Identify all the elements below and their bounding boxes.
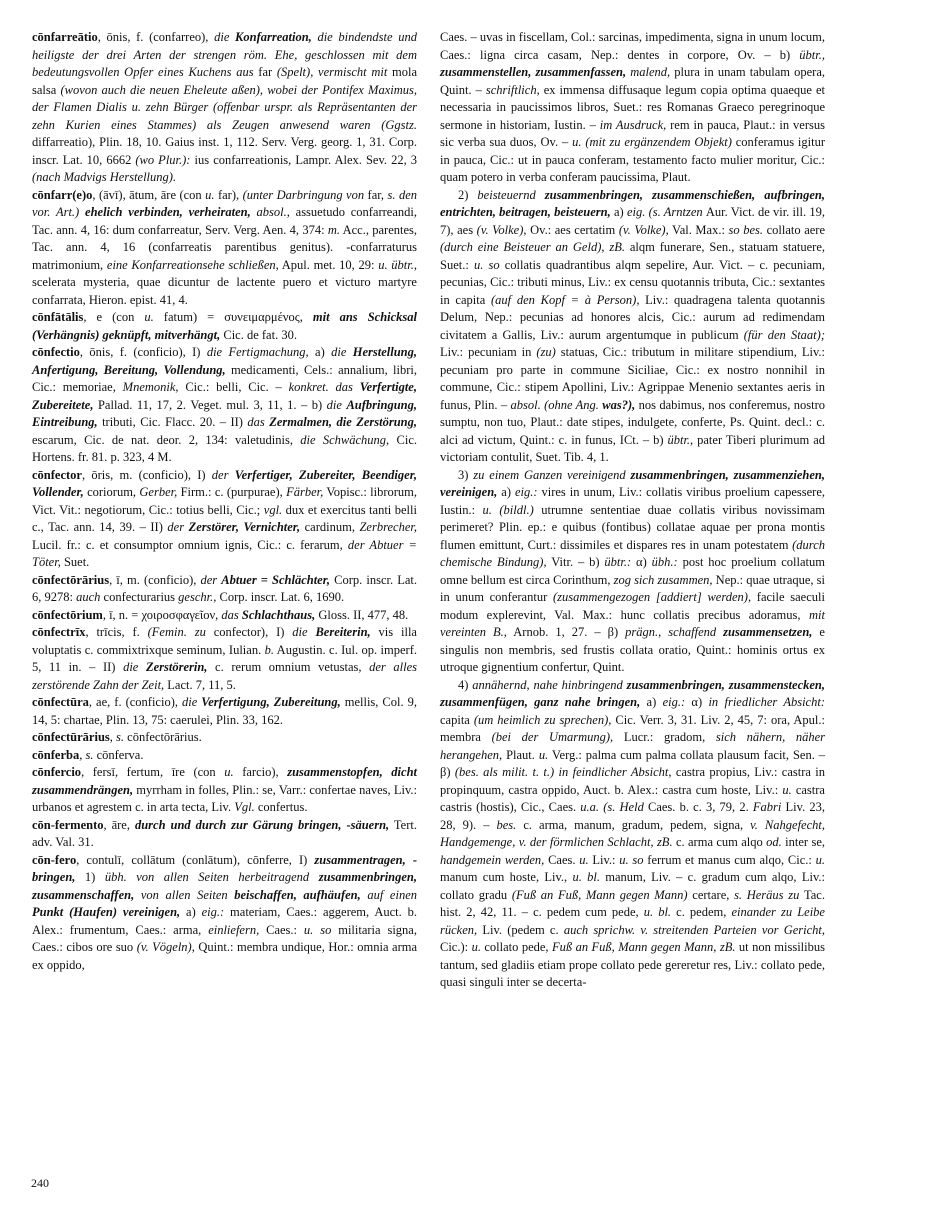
entry-text: eig.: xyxy=(514,485,538,499)
entry-text: s. xyxy=(116,730,125,744)
entry-text: vgl. xyxy=(263,502,283,517)
entry-text: Zerstörer, Vernichter, xyxy=(188,520,301,534)
entry-text: far), xyxy=(214,187,243,202)
page-number: 240 xyxy=(31,1176,49,1190)
entry-text: a) xyxy=(308,345,332,359)
entry-text: collato pede, xyxy=(480,940,552,954)
right-column xyxy=(440,29,825,992)
headword: cōnfectio xyxy=(32,345,80,359)
entry-text: mola salsa xyxy=(32,65,418,97)
entry-text: eine Konfarreationsehe schließen, xyxy=(106,257,279,272)
entry-text: Caes. – uvas in fiscellam, Col.: sarcinas, impedimenta, signa in unum locum, Caes.: ligna circa casam, Nep.: dentes in corpore, Ov. – b) xyxy=(440,30,825,62)
entry-text: Gerber, xyxy=(139,485,178,499)
entry-text: materiam, Caes.: aggerem, Auct. b. Alex.: frumentum, Caes.: arma, xyxy=(32,905,417,937)
dictionary-entry xyxy=(32,764,417,817)
entry-text: prägn., schaffend xyxy=(625,625,724,639)
entry-text: Caes. b. c. 3, 79, 2. xyxy=(648,800,753,814)
entry-text: die xyxy=(182,695,202,709)
entry-text: tributi, Cic. Flacc. 20. – II) xyxy=(97,415,248,429)
entry-text: , ī, m. (conficio), xyxy=(109,572,201,587)
entry-text: die Schwächung, xyxy=(300,432,390,447)
entry-text: zusammenstopfen, dicht zusammendrängen, xyxy=(32,765,417,797)
entry-text: Mnemonik, xyxy=(122,380,179,394)
entry-text: Aur. Vict. de vir. ill. 19, 7), aes xyxy=(440,205,825,237)
entry-text: Cic.): xyxy=(440,940,472,954)
headword: cōnfector xyxy=(32,467,82,482)
entry-text: Punkt (Haufen) vereinigen, xyxy=(32,905,181,919)
entry-text: Lucil. fr.: c. et consumptor omnium ignis, Cic.: c. ferarum, xyxy=(32,537,348,552)
entry-text: Liv.: pecuniam in xyxy=(440,345,537,359)
entry-text: Liv.: xyxy=(588,852,620,867)
headword: cōnfectrīx xyxy=(32,625,86,639)
entry-text: zu einem Ganzen vereinigend xyxy=(473,467,631,482)
entry-text: konkret. das xyxy=(288,380,360,394)
entry-text: Tac. hist. 2, 42, 11. – c. pedem cum pede, xyxy=(440,887,825,919)
entry-text: das xyxy=(221,607,242,622)
entry-text: durch und durch zur Gärung bringen, -säuern, xyxy=(134,817,390,832)
entry-text: Färber, xyxy=(286,485,324,499)
entry-text: , fersī, fertum, īre (con xyxy=(81,765,225,779)
entry-text: absol. (ohne Ang. xyxy=(510,397,603,412)
entry-text: Verfertigte, Zubereitete, xyxy=(32,380,417,412)
entry-text: a) xyxy=(640,695,663,709)
entry-text: die xyxy=(123,660,146,674)
entry-text: Cic.: belli, Cic. – xyxy=(178,380,289,394)
entry-text: u. xyxy=(224,765,234,779)
entry-text: cōnferva. xyxy=(93,747,144,762)
entry-text: die bindendste und heiligste der drei Arten der strengen röm. Ehe, geschlossen mit dem bedeutungsvollen Opfer eines Kuchens aus xyxy=(32,30,417,79)
dictionary-entry xyxy=(32,467,417,572)
dictionary-entry xyxy=(32,747,417,765)
entry-text: Abtuer = Schlächter, xyxy=(221,572,331,587)
entry-text: eig. (s. Arntzen xyxy=(626,205,706,219)
entry-text: post hoc proelium collatum omne bellum est circa Corinthum, xyxy=(440,555,825,587)
entry-text: a) xyxy=(180,905,202,919)
headword: cōnfercio xyxy=(32,765,82,779)
entry-text: Lucr.: gradom, xyxy=(613,730,716,744)
entry-text: die Fertigmachung, xyxy=(206,345,309,359)
entry-text: bes. xyxy=(496,817,517,832)
entry-text: beisteuernd xyxy=(477,187,545,202)
entry-text: mellis, Col. 9, 14, 5: chartae, Plin. 13, 75: caerulei, Plin. 33, 162. xyxy=(32,695,417,727)
entry-text: coriorum, xyxy=(83,485,140,499)
entry-text: 2) xyxy=(458,187,478,202)
entry-text: beischaffen, aufhäufen, xyxy=(234,887,361,902)
entry-text: Cic. de fat. 30. xyxy=(220,327,297,342)
entry-text: , (āvī), ātum, āre (con xyxy=(92,187,206,202)
entry-text: (durch chemische Bindung), xyxy=(440,537,825,569)
entry-text: , xyxy=(109,730,117,744)
entry-text: (wovon auch die neuen Eheleute aßen), wobei der Pontifex Maximus, der Flamen Dialis u. zehn Bürger (offenbar urspr. als Repräsentanten der zehn Kurien eines Stammes) als Zeugen anwesend waren (Ggstz. xyxy=(32,82,417,132)
sense-paragraph xyxy=(440,29,825,187)
entry-text: Bereiterin, xyxy=(315,625,371,639)
entry-text: (um heimlich zu sprechen), xyxy=(473,712,612,727)
entry-text: die xyxy=(292,625,316,639)
dictionary-entry xyxy=(32,729,417,747)
dictionary-entry xyxy=(32,817,417,852)
entry-text: (v. Vögeln), xyxy=(136,940,195,954)
entry-text: ex immensa diffusaque legum copia optima quaeque et necessaria in paucissimos libros, Suet.: res Romanas Graeco peregrinoque sermone in historiam, Iustin. – xyxy=(440,82,825,132)
entry-text: eig.: xyxy=(662,695,686,709)
entry-text: mit vereinten B., xyxy=(440,607,825,639)
entry-text: u. bl. xyxy=(643,905,672,919)
entry-text: zusammenbringen, zusammenschaffen, xyxy=(32,870,417,902)
entry-text: zusammenbringen, zusammenstecken, zusammenfügen, ganz nahe bringen, xyxy=(440,677,825,709)
entry-text: die xyxy=(326,397,347,412)
sense-paragraph xyxy=(440,187,825,467)
entry-text: Liv.: quadragena talenta quotannis Delum, Nep.: pecunias ad honores alcis, Cic.: aurum ad redimendam civitatem a Gallis, Liv.: aurum argentumque in publicum xyxy=(440,292,825,342)
entry-text: übtr.: xyxy=(604,555,632,569)
headword: cōnfectūra xyxy=(32,695,89,709)
entry-text: Nep.: quae utraque, si in unum conferantur xyxy=(440,572,826,604)
entry-text: Vitr. – b) xyxy=(546,555,605,569)
entry-text: (bes. als milit. t. t.) in feindlicher Absicht, xyxy=(454,765,672,779)
entry-text: plura in unam tabulam opera, Quint. – xyxy=(440,65,825,97)
entry-text: , ōris, m. (conficio), I) xyxy=(81,467,212,482)
entry-text: u. xyxy=(782,782,792,797)
entry-text: e singulis non membris, sed frustis collata oratio, Quint.: hominis ortus ex utroque gignentium confertur, Quint. xyxy=(440,625,825,674)
entry-text: c. arma, manum, gradum, pedem, signa, xyxy=(516,817,751,832)
entry-text: zusammentragen, -bringen, xyxy=(32,852,417,884)
entry-text: übh.: xyxy=(651,555,678,569)
entry-text: fatum) = συνειμαρμένος, xyxy=(153,310,313,324)
entry-text: cardinum, xyxy=(300,520,360,534)
entry-text: Corp. inscr. Lat. 6, 9278: xyxy=(32,572,417,604)
entry-text: (nach Madvigs Herstellung). xyxy=(32,170,177,184)
dictionary-entry xyxy=(32,694,417,729)
entry-text: m. xyxy=(327,222,340,237)
entry-text: capita xyxy=(440,712,474,727)
entry-text: Verg.: palma cum palma collata plausum facit, Sen. – β) xyxy=(440,747,825,779)
entry-text: far xyxy=(258,65,277,79)
entry-text: far, xyxy=(367,187,388,202)
dictionary-page xyxy=(32,29,826,1169)
headword: cōnfectōrārius xyxy=(32,572,110,587)
entry-text: Vopisc.: librorum, Vict. Vit.: negotiorum, Cic.: totius belli, Cic.; xyxy=(32,485,418,517)
entry-text: auch xyxy=(76,590,104,604)
entry-text: u. xyxy=(538,747,549,762)
entry-text: mit ans Schicksal (Verhängnis) geknüpft, mitverhängt, xyxy=(32,310,418,342)
entry-text: Liv. (pedem c. xyxy=(477,922,564,937)
entry-text: schriftlich, xyxy=(485,82,540,97)
entry-text: zusammenbringen, zusammenschießen, aufbringen, entrichten, beitragen, beisteuern, xyxy=(440,187,825,219)
entry-text: u. xyxy=(471,940,481,954)
sense-paragraph xyxy=(440,467,825,677)
entry-text: (unter Darbringung von xyxy=(242,187,368,202)
entry-text: einander zu Leibe rücken, xyxy=(440,905,825,937)
entry-text: , trīcis, f. xyxy=(85,625,148,639)
entry-text: so bes. xyxy=(728,222,764,237)
entry-text: od. xyxy=(766,835,782,849)
entry-text: die xyxy=(214,30,236,44)
entry-text: im Ausdruck, xyxy=(599,117,667,132)
entry-text: u. übtr., xyxy=(378,257,417,272)
entry-text: α) xyxy=(685,695,709,709)
entry-text: ferrum et manus cum alqo, Cic.: xyxy=(647,852,816,867)
entry-text: Caes.: xyxy=(259,922,304,937)
entry-text: Verfertiger, Zubereiter, Beendiger, Vollender, xyxy=(32,467,417,499)
entry-text: Zerbrecher, xyxy=(359,520,417,534)
entry-text: u. so xyxy=(619,852,648,867)
entry-text: u. (bildl.) xyxy=(482,502,534,517)
entry-text: Fabri xyxy=(752,800,786,814)
entry-text: (auf den Kopf = à Person), xyxy=(491,292,640,307)
entry-text: u. so xyxy=(473,257,505,272)
headword: cōn-fermento xyxy=(32,817,104,832)
dictionary-entry xyxy=(32,852,417,975)
entry-text: a) xyxy=(497,485,515,499)
entry-text: zog sich zusammen, xyxy=(613,572,713,587)
dictionary-entry xyxy=(32,344,417,467)
entry-text: castra castris (hostis), Cic., Caes. xyxy=(440,782,825,814)
entry-text: scelerata mysteria, quae dicuntur de lactente puero et victuro martyre confarrata, Hieron. epist. 41, 4. xyxy=(32,275,417,307)
entry-text: assuetudo confarreandi, Tac. ann. 4, 16: dum confarreatur, Serv. Verg. Aen. 4, 374: xyxy=(32,205,418,237)
entry-text: u. xyxy=(579,852,589,867)
entry-text: farcio), xyxy=(233,765,288,779)
entry-text: vires in unum, Liv.: collatis viribus proelium capessere, Iustin.: xyxy=(440,485,825,517)
entry-text: der xyxy=(211,467,235,482)
entry-text: Herstellung, Anfertigung, Bereitung, Vollendung, xyxy=(32,345,417,377)
entry-text: statuas, Cic.: tributum in militare stipendium, Liv.: pecuniam pro parte in commune Siciliae, Cic.: ex nostro nonnihil in commune, Cic.: stipem Apollini, Liv.: Agrippae Menenio sextantes aeris in funus, Plin. – xyxy=(440,345,825,412)
entry-text: (v. Volke), xyxy=(476,222,527,237)
entry-text: (für den Staat); xyxy=(743,327,825,342)
entry-text: Fuß an Fuß, Mann gegen Mann, zB. xyxy=(552,940,736,954)
entry-text: 4) xyxy=(458,677,473,692)
entry-text: Cic. Hortens. fr. 81. p. 323, 4 M. xyxy=(32,432,417,464)
entry-text: confecturarius xyxy=(103,590,179,604)
entry-text: collato aere xyxy=(763,222,826,237)
entry-text: die xyxy=(331,345,353,359)
entry-text: u. xyxy=(144,310,154,324)
entry-text: Schlachthaus, xyxy=(241,607,316,622)
entry-text: militaria signa, Caes.: cibos ore suo xyxy=(32,922,417,954)
entry-text: von allen Seiten xyxy=(134,887,235,902)
entry-text: , ōnis, f. (confarreo), xyxy=(97,30,215,44)
entry-text: u.a. (s. Held xyxy=(580,800,648,814)
entry-text: Firm.: c. (purpurae), xyxy=(177,485,287,499)
entry-text: Ov.: aes certatim xyxy=(526,222,619,237)
entry-text: Aufbringung, Eintreibung, xyxy=(32,397,417,429)
entry-text: Gloss. II, 477, 48. xyxy=(315,607,409,622)
entry-text: u. so xyxy=(303,922,339,937)
entry-text: collatis quadrantibus alqm sepelire, Aur. Vict. – c. pecuniam, pecunias, Cic.: tributi minus, Liv.: ex censu quotannis tributa, Cic.: sextantes in capita xyxy=(440,257,825,307)
entry-text: (zusammengezogen [addiert] werden), xyxy=(552,590,752,604)
entry-text: cōnfectōrārius. xyxy=(124,730,202,744)
entry-text: handgemein werden, xyxy=(440,852,545,867)
entry-text: der xyxy=(200,572,222,587)
entry-text: medicamenti, Cels.: annalium, libri, Cic.: memoriae, xyxy=(32,362,417,394)
entry-text: Caes. xyxy=(544,852,580,867)
left-column xyxy=(32,29,417,974)
entry-text: (wo Plur.): xyxy=(135,152,191,167)
entry-text: u. xyxy=(205,187,215,202)
entry-text: der alles zerstörende Zahn der Zeit, xyxy=(32,660,417,692)
entry-text: u. xyxy=(815,852,825,867)
entry-text: conferamus igitur in pauca, Cic.: ut in pauca conferam, testamento facto mulier moritur, Cic.: quam potero in verba conferam paucissima, Plaut. xyxy=(440,135,826,184)
entry-text: zusammenbringen, zusammenziehen, vereinigen, xyxy=(440,467,825,499)
dictionary-entry xyxy=(32,29,417,187)
entry-text: Quint.: membra undique, Hor.: omnia arma ex oppido, xyxy=(32,940,418,972)
entry-text: Verfertigung, Zubereitung, xyxy=(201,695,341,709)
headword: cōnfectōrium xyxy=(32,607,103,622)
entry-text: (bei der Umarmung), xyxy=(491,730,614,744)
dictionary-entry xyxy=(32,187,417,310)
entry-text: Suet. xyxy=(60,555,90,569)
dictionary-entry xyxy=(32,607,417,625)
entry-text: ehelich verbinden, verheiraten, xyxy=(85,205,251,219)
entry-text: (zu) xyxy=(536,345,556,359)
entry-text: , e (con xyxy=(83,310,145,324)
dictionary-entry xyxy=(32,309,417,344)
entry-text: das xyxy=(247,415,270,429)
dictionary-entry xyxy=(32,572,417,607)
entry-text: zusammensetzen, xyxy=(723,625,813,639)
entry-text: s. Heräus zu xyxy=(734,887,804,902)
entry-text: utrumne sententiae duae collatis viribus novissimam perimeret? Plin. ep.: e quibus (fontibus) collatae aquae per prona montis flumen emittunt, Curt.: dissimiles et dispares res in unam potestatem xyxy=(440,502,826,552)
entry-text: , āre, xyxy=(103,817,135,832)
headword: cōnfarreātio xyxy=(32,30,98,44)
entry-text: auf einen xyxy=(360,887,417,902)
entry-text: rem in pauca, Plaut.: in versus sic verba sua duos, Ov. – xyxy=(440,117,825,149)
entry-text: (v. Volke), xyxy=(618,222,669,237)
entry-text: Zermalmen, die Zerstörung, xyxy=(269,415,417,429)
entry-text: c. pedem, xyxy=(671,905,732,919)
entry-text: inter se, xyxy=(781,835,825,849)
entry-text: , contulī, collātum (conlātum), cōnferre, I) xyxy=(76,852,315,867)
entry-text: castra propius, Liv.: castra in propinquum, castra oppido, Auct. b. Alex.: castra cum hoste, Liv.: xyxy=(440,765,825,797)
entry-text: confector), I) xyxy=(213,625,293,639)
entry-text: pater Tiberi plurimum ad victoriam contulit, Suet. Tib. 4, 1. xyxy=(440,432,825,464)
entry-text: (Spelt), vermischt mit xyxy=(276,65,393,79)
entry-text: in friedlicher Absicht: xyxy=(708,695,825,709)
entry-text: s. den vor. Art.) xyxy=(32,187,417,219)
entry-text: übtr., xyxy=(667,432,694,447)
entry-text: v. Nahgefecht, Handgemenge, v. der förmlichen Schlacht, zB. xyxy=(440,817,825,849)
entry-text: nos dabimus, nos conferemus, nostro sumptu, non tuo, Plaut.: date stipes, indulgete, conferte, Ps. Quint. decl.: c. alci ad victum, Quint.: c. in funus, ICt. – b) xyxy=(440,397,825,447)
entry-text: b. xyxy=(264,642,274,657)
headword: cōnfectūrārius xyxy=(32,730,110,744)
entry-text: escarum, Cic. de nat. deor. 2, 134: valetudinis, xyxy=(32,432,301,447)
entry-text: facile saeculi modum explerevint, Val. Max.: hunc collatis precibus adoramus, xyxy=(440,590,825,622)
entry-text: Apul. met. 10, 29: xyxy=(278,257,379,272)
entry-text: manum cum hoste, Liv., xyxy=(440,870,573,884)
entry-text: alqm funerare, Sen., statuam statuere, Suet.: xyxy=(440,240,825,272)
entry-text: , ōnis, f. (conficio), I) xyxy=(79,345,207,359)
entry-text: Cic. Verr. 3, 31. Liv. 2, 45, 7: ora, Apul.: membra xyxy=(440,712,825,744)
entry-text: Augustin. c. Iul. op. imperf. 5, 11 in. – II) xyxy=(32,642,417,674)
entry-text: übtr., xyxy=(799,47,825,62)
sense-paragraph xyxy=(440,677,825,992)
entry-text: übh. von allen Seiten herbeitragend xyxy=(104,870,319,884)
entry-text: Lact. 7, 11, 5. xyxy=(164,677,236,692)
entry-text: vis illa voluptatis c. commixtrixque seminum, Iulian. xyxy=(32,625,417,657)
entry-text: der Abtuer = Töter, xyxy=(32,537,417,569)
entry-text: , ī, n. = χοιροσφαγεῖον, xyxy=(102,607,222,622)
entry-text: der xyxy=(167,520,189,534)
entry-text: α) xyxy=(631,555,652,569)
headword: cōnfātālis xyxy=(32,310,84,324)
entry-text: auch sprichw. v. streitenden Parteien vor Gericht, xyxy=(563,922,825,937)
entry-text: (durch eine Beisteuer an Geld), zB. xyxy=(440,240,625,254)
entry-text: ut non missilibus tantum, sed gladiis etiam prope collato pede gereretur res, Liv.: collato pede, quasi singuli inter se decerta- xyxy=(440,940,825,989)
entry-text: ius confarreationis, Lampr. Alex. Sev. 22, 3 xyxy=(190,152,417,167)
entry-text: annähernd, nahe hinbringend xyxy=(472,677,627,692)
entry-text: 1) xyxy=(75,870,105,884)
entry-text: geschr., xyxy=(178,590,217,604)
entry-text: Arnob. 1, 27. – β) xyxy=(506,625,626,639)
entry-text: Tert. adv. Val. 31. xyxy=(32,817,417,849)
entry-text: einliefern, xyxy=(208,922,260,937)
entry-text: Konfarreation, xyxy=(235,30,312,44)
entry-text: Vgl. xyxy=(234,800,255,814)
entry-text: zusammenstellen, zusammenfassen, xyxy=(440,65,627,79)
entry-text: confertus. xyxy=(254,800,308,814)
entry-text: u. (mit zu ergänzendem Objekt) xyxy=(572,135,732,149)
entry-text: c. arma cum alqo xyxy=(672,835,767,849)
entry-text: was?), xyxy=(602,397,636,412)
entry-text: malend, xyxy=(626,65,671,79)
dictionary-entry xyxy=(32,624,417,694)
entry-text: s. xyxy=(85,747,94,762)
entry-text: Val. Max.: xyxy=(668,222,729,237)
entry-text: Pallad. 11, 17, 2. Veget. mul. 3, 11, 1. – b) xyxy=(93,397,327,412)
entry-text: eig.: xyxy=(201,905,225,919)
entry-text: Liv. 23, 28, 9). – xyxy=(440,800,825,832)
entry-text: absol., xyxy=(250,205,290,219)
headword: cōnfarr(e)o xyxy=(32,187,93,202)
entry-text: diffarreatio), Plin. 18, 10. Gaius inst. 1, 112. Serv. Verg. georg. 1, 31. Corp. inscr. Lat. 10, 6662 xyxy=(32,135,417,167)
entry-text: certare, xyxy=(687,887,735,902)
entry-text: , xyxy=(79,747,86,762)
entry-text: , ae, f. (conficio), xyxy=(88,695,182,709)
headword: cōn-fero xyxy=(32,852,77,867)
entry-text: manum, Liv. – c. gradum cum alqo, Liv.: collato gradu xyxy=(440,870,825,902)
entry-text: sich nähern, näher herangehen, xyxy=(440,730,825,762)
entry-text: c. rerum omnium vetustas, xyxy=(207,660,370,674)
entry-text: 3) xyxy=(458,467,474,482)
entry-text: Plaut. xyxy=(502,747,539,762)
entry-text: Zerstörerin, xyxy=(145,660,208,674)
entry-text: myrrham in folles, Plin.: se, Varr.: confertae naves, Liv.: urbanos et agrestem c. in arta tecta, Liv. xyxy=(32,782,417,814)
entry-text: dux et exercitus tanti belli c., Tac. ann. 14, 39. – II) xyxy=(32,502,417,534)
entry-text: Acc., parentes, Tac. ann. 4, 16 (confarreatis parentibus genitus). -confarraturus matrimonium, xyxy=(32,222,418,272)
headword: cōnferba xyxy=(32,747,80,762)
entry-text: (Fuß an Fuß, Mann gegen Mann) xyxy=(511,887,688,902)
entry-text: Corp. inscr. Lat. 6, 1690. xyxy=(216,590,345,604)
entry-text: (Femin. zu xyxy=(147,625,214,639)
entry-text: a) xyxy=(610,205,627,219)
entry-text: u. bl. xyxy=(572,870,600,884)
